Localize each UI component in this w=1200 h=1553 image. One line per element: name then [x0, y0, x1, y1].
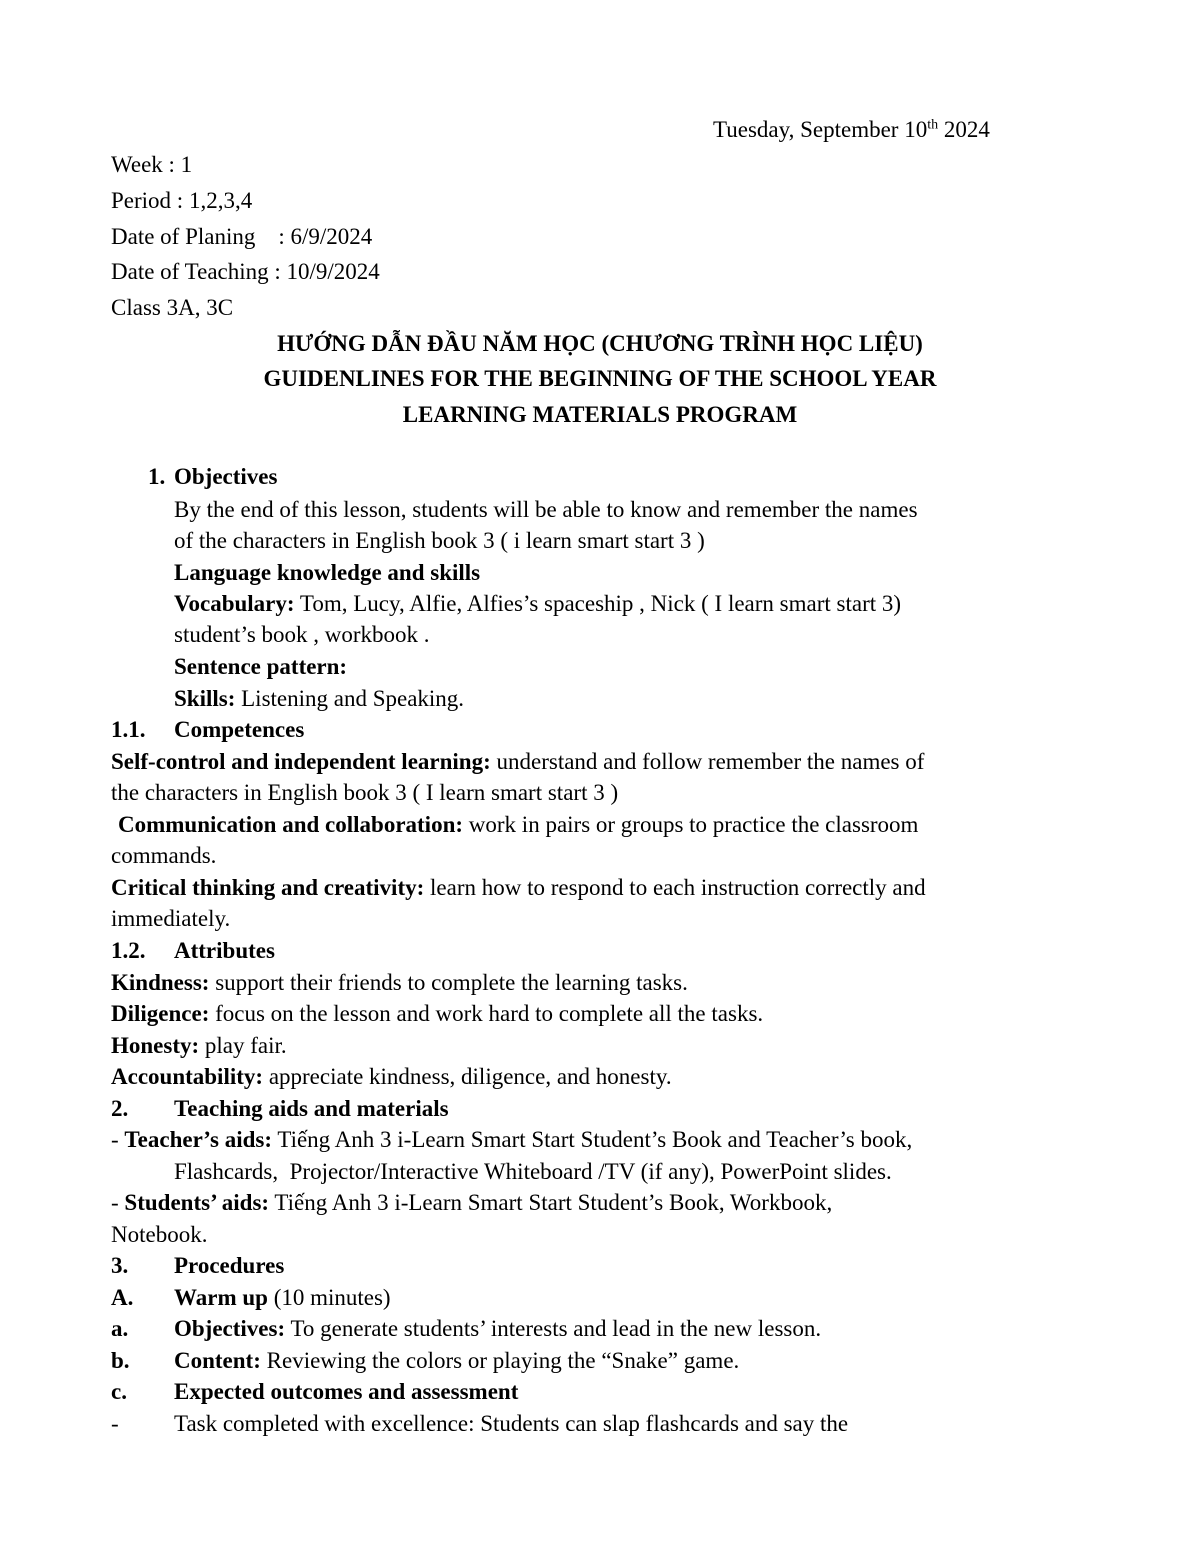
task-completed-line: Task completed with excellence: Students can slap flashcards and say the	[174, 1411, 849, 1436]
honesty-line	[111, 1030, 287, 1062]
skills-label: Skills:	[174, 686, 236, 711]
warm-up-line	[174, 1282, 391, 1314]
teacher-aids-line-2: Flashcards, Projector/Interactive Whiteboard /TV (if any), PowerPoint slides.	[174, 1159, 892, 1184]
communication-line-1	[118, 809, 918, 841]
communication-label: Communication and collaboration:	[118, 812, 464, 837]
date-teaching-line: Date of Teaching : 10/9/2024	[111, 259, 380, 284]
self-control-label: Self-control and independent learning:	[111, 749, 491, 774]
procedures-heading: Procedures	[174, 1253, 285, 1278]
student-aids-label: Students’ aids:	[124, 1190, 270, 1215]
student-aids-line-2: Notebook.	[111, 1222, 208, 1247]
kindness-label: Kindness:	[111, 970, 210, 995]
warm-up-duration: (10 minutes)	[267, 1285, 391, 1310]
title-vietnamese: HƯỚNG DẪN ĐẦU NĂM HỌC (CHƯƠNG TRÌNH HỌC LIỆU)	[277, 331, 923, 356]
date-line	[713, 114, 990, 146]
student-aids-line-1	[111, 1187, 832, 1219]
self-control-line-1	[111, 746, 924, 778]
diligence-text: focus on the lesson and work hard to complete all the tasks.	[209, 1001, 764, 1026]
objectives-intro-line-1: By the end of this lesson, students will be able to know and remember the names	[174, 497, 918, 522]
aids-heading: Teaching aids and materials	[174, 1096, 449, 1121]
skills-line	[174, 683, 464, 715]
vocabulary-line-2: student’s book , workbook .	[174, 622, 430, 647]
diligence-label: Diligence:	[111, 1001, 210, 1026]
attributes-heading: Attributes	[174, 938, 275, 963]
objectives-intro-line-2: of the characters in English book 3 ( i learn smart start 3 )	[174, 528, 705, 553]
content-b-number: b.	[111, 1348, 130, 1373]
date-year: 2024	[938, 117, 990, 142]
task-dash: -	[111, 1411, 119, 1436]
communication-text: work in pairs or groups to practice the classroom	[463, 812, 919, 837]
title-program: LEARNING MATERIALS PROGRAM	[402, 402, 798, 427]
warm-up-label: Warm up	[174, 1285, 268, 1310]
critical-thinking-line-1	[111, 872, 926, 904]
critical-thinking-label: Critical thinking and creativity:	[111, 875, 425, 900]
objectives-a-number: a.	[111, 1316, 129, 1341]
student-aids-dash: -	[111, 1190, 125, 1215]
accountability-label: Accountability:	[111, 1064, 264, 1089]
language-knowledge-heading: Language knowledge and skills	[174, 560, 481, 585]
warm-up-content-label: Content:	[174, 1348, 261, 1373]
teacher-aids-text: Tiếng Anh 3 i-Learn Smart Start Student’s Book and Teacher’s book,	[272, 1127, 913, 1152]
teacher-aids-label: Teacher’s aids:	[124, 1127, 272, 1152]
kindness-text: support their friends to complete the learning tasks.	[209, 970, 688, 995]
aids-number: 2.	[111, 1096, 129, 1121]
warm-up-objectives-text: To generate students’ interests and lead in the new lesson.	[285, 1316, 822, 1341]
critical-thinking-text: learn how to respond to each instruction correctly and	[424, 875, 926, 900]
self-control-text: understand and follow remember the names of	[490, 749, 925, 774]
diligence-line	[111, 998, 763, 1030]
sentence-pattern-label: Sentence pattern:	[174, 654, 348, 679]
communication-line-2: commands.	[111, 843, 217, 868]
objectives-heading: Objectives	[174, 464, 278, 489]
week-line: Week : 1	[111, 152, 193, 177]
teacher-aids-dash: -	[111, 1127, 125, 1152]
self-control-line-2: the characters in English book 3 ( I learn smart start 3 )	[111, 780, 619, 805]
critical-thinking-line-2: immediately.	[111, 906, 231, 931]
date-planning-line: Date of Planing : 6/9/2024	[111, 224, 373, 249]
accountability-text: appreciate kindness, diligence, and honesty.	[263, 1064, 672, 1089]
warm-up-content-text: Reviewing the colors or playing the “Snake” game.	[260, 1348, 740, 1373]
outcomes-c-number: c.	[111, 1379, 127, 1404]
honesty-text: play fair.	[199, 1033, 287, 1058]
class-line: Class 3A, 3C	[111, 295, 234, 320]
competences-heading: Competences	[174, 717, 305, 742]
warm-up-objectives-label: Objectives:	[174, 1316, 286, 1341]
kindness-line	[111, 967, 688, 999]
teacher-aids-line-1	[111, 1124, 912, 1156]
warm-up-number: A.	[111, 1285, 134, 1310]
date-text: Tuesday, September 10	[713, 117, 928, 142]
procedures-number: 3.	[111, 1253, 129, 1278]
skills-text: Listening and Speaking.	[235, 686, 465, 711]
honesty-label: Honesty:	[111, 1033, 200, 1058]
vocabulary-label: Vocabulary:	[174, 591, 295, 616]
vocabulary-text: Tom, Lucy, Alfie, Alfies’s spaceship , Nick ( I learn smart start 3)	[294, 591, 902, 616]
student-aids-text: Tiếng Anh 3 i-Learn Smart Start Student’s Book, Workbook,	[269, 1190, 833, 1215]
period-line: Period : 1,2,3,4	[111, 188, 253, 213]
accountability-line	[111, 1061, 672, 1093]
warm-up-content-line	[174, 1345, 739, 1377]
warm-up-objectives-line	[174, 1313, 821, 1345]
vocabulary-line-1	[174, 588, 901, 620]
title-english: GUIDENLINES FOR THE BEGINNING OF THE SCHOOL YEAR	[263, 366, 937, 391]
competences-number: 1.1.	[111, 717, 146, 742]
date-superscript: th	[927, 117, 939, 133]
attributes-number: 1.2.	[111, 938, 146, 963]
expected-outcomes-heading: Expected outcomes and assessment	[174, 1379, 519, 1404]
objectives-number: 1.	[148, 464, 166, 489]
